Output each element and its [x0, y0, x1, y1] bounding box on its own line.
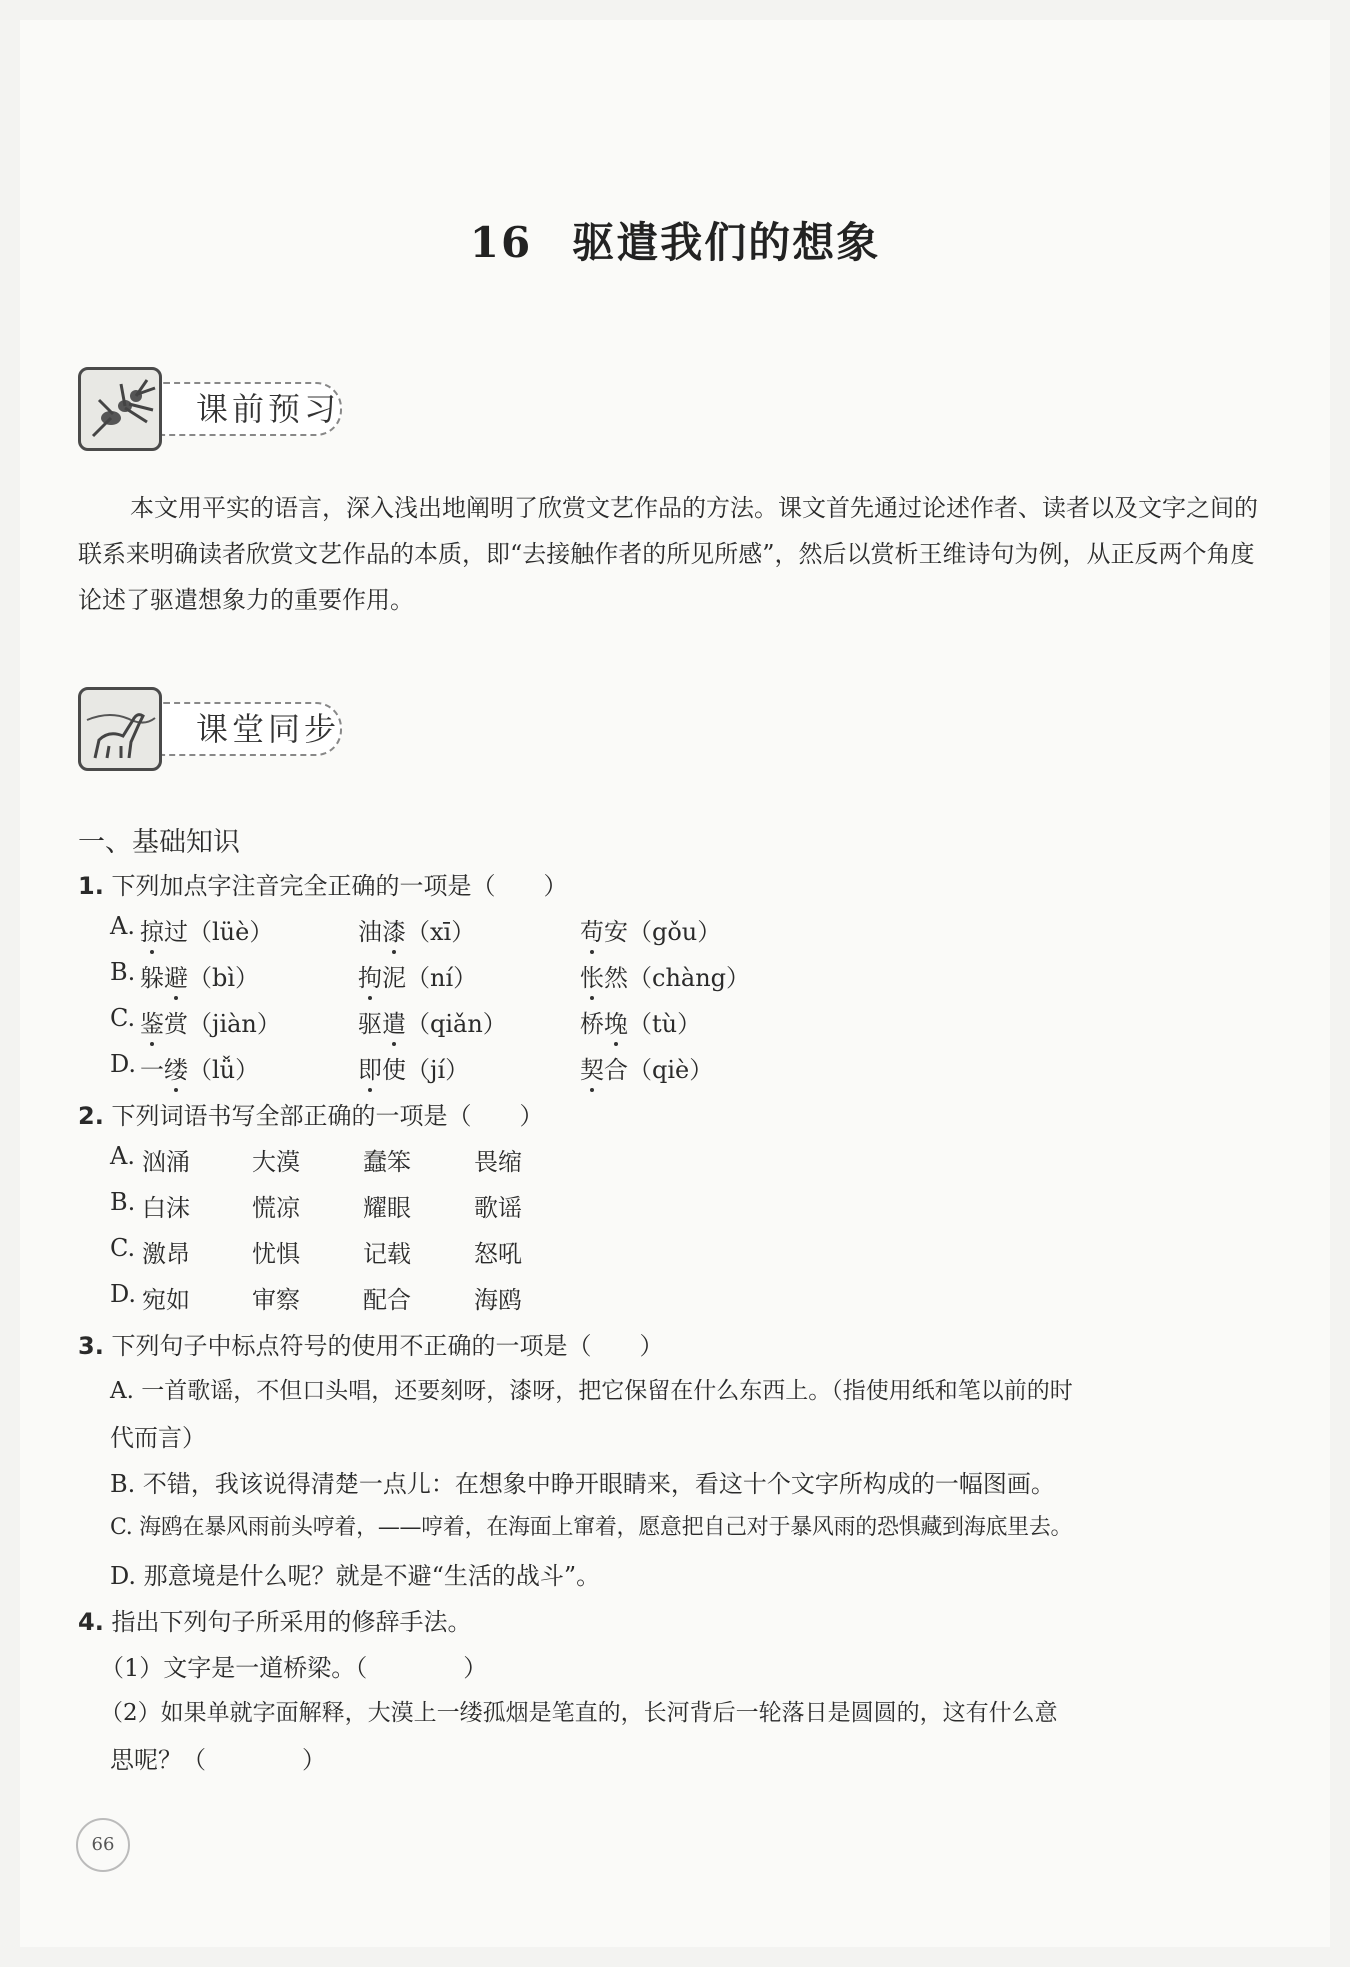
preview-section-header	[78, 362, 378, 472]
lesson-number: 16	[469, 218, 533, 267]
q2-option-a-label: A.	[110, 1142, 135, 1170]
page-number: 66	[76, 1818, 130, 1872]
ant-icon	[78, 367, 162, 451]
q4-sentence-1: （1）文字是一道桥梁。（ ）	[100, 1654, 488, 1682]
dinosaur-icon	[78, 687, 162, 771]
q2-option-d-word-1: 宛如	[142, 1286, 190, 1314]
q2-option-c-word-1: 激昂	[142, 1240, 190, 1268]
q1-option-c-item-3: 桥堍（tù）	[580, 1010, 702, 1038]
q3-option-a-continued: 代而言）	[110, 1424, 206, 1452]
question-4: 4. 指出下列句子所采用的修辞手法。	[78, 1608, 472, 1636]
q2-option-b-word-4: 歌谣	[474, 1194, 522, 1222]
classroom-section-header	[78, 682, 378, 792]
lesson-name: 驱遣我们的想象	[572, 218, 881, 267]
q1-option-d-item-2: 即使（jí）	[358, 1056, 470, 1084]
q1-option-a-label: A.	[110, 912, 135, 940]
q1-option-a-item-3: 苟安（gǒu）	[580, 918, 722, 946]
question-3: 3. 下列句子中标点符号的使用不正确的一项是（ ）	[78, 1332, 664, 1360]
q2-option-d-word-2: 审察	[252, 1286, 300, 1314]
q2-option-b-label: B.	[110, 1188, 136, 1216]
q1-option-a-item-2: 油漆（xī）	[358, 918, 476, 946]
q1-option-b-item-1: 躲避（bì）	[140, 964, 260, 992]
question-2: 2. 下列词语书写全部正确的一项是（ ）	[78, 1102, 544, 1130]
q2-option-c-word-2: 忧惧	[252, 1240, 300, 1268]
q2-option-b-word-1: 白沫	[142, 1194, 190, 1222]
q3-option-c: C. 海鸥在暴风雨前头哼着，——哼着，在海面上窜着，愿意把自己对于暴风雨的恐惧藏到海底里去。	[110, 1515, 1073, 1540]
question-1: 1. 下列加点字注音完全正确的一项是（ ）	[78, 872, 568, 900]
preview-paragraph: 本文用平实的语言，深入浅出地阐明了欣赏文艺作品的方法。课文首先通过论述作者、读者以及文字之间的联系来明确读者欣赏文艺作品的本质，即“去接触作者的所见所感”，然后以赏析王维诗句为例，从正反两个角度论述了驱遣想象力的重要作用。	[78, 494, 1258, 614]
q3-option-b: B. 不错，我该说得清楚一点儿：在想象中睁开眼睛来，看这十个文字所构成的一幅图画。	[110, 1470, 1055, 1498]
q2-option-c-word-3: 记载	[363, 1240, 411, 1268]
q1-option-d-item-3: 契合（qiè）	[580, 1056, 714, 1084]
q2-option-a-word-3: 蠢笨	[363, 1148, 411, 1176]
q4-sentence-2: （2）如果单就字面解释，大漠上一缕孤烟是笔直的，长河背后一轮落日是圆圆的，这有什么意	[100, 1700, 1058, 1726]
q2-option-b-word-2: 慌凉	[252, 1194, 300, 1222]
q2-option-a-word-4: 畏缩	[474, 1148, 522, 1176]
q1-option-b-label: B.	[110, 958, 136, 986]
q2-option-b-word-3: 耀眼	[363, 1194, 411, 1222]
q2-option-c-label: C.	[110, 1234, 136, 1262]
preview-heading: 课前预习	[196, 390, 341, 428]
q1-option-d-item-1: 一缕（lǚ）	[140, 1056, 260, 1084]
q2-option-c-word-4: 怒吼	[474, 1240, 522, 1268]
q4-sentence-2-continued: 思呢？（ ）	[110, 1746, 326, 1774]
q1-option-b-item-2: 拘泥（ní）	[358, 964, 478, 992]
q2-option-a-word-1: 汹涌	[142, 1148, 190, 1176]
q1-option-c-item-2: 驱遣（qiǎn）	[358, 1010, 507, 1038]
q2-option-d-word-3: 配合	[363, 1286, 411, 1314]
q3-option-a: A. 一首歌谣，不但口头唱，还要刻呀，漆呀，把它保留在什么东西上。（指使用纸和笔以前的时	[110, 1378, 1073, 1404]
section-basic-knowledge-heading: 一、基础知识	[78, 827, 240, 858]
lesson-title	[0, 210, 1350, 270]
q2-option-a-word-2: 大漠	[252, 1148, 300, 1176]
q1-option-a-item-1: 掠过（lüè）	[140, 918, 274, 946]
q2-option-d-label: D.	[110, 1280, 137, 1308]
q3-option-d: D. 那意境是什么呢？就是不避“生活的战斗”。	[110, 1562, 601, 1590]
q1-option-c-label: C.	[110, 1004, 136, 1032]
q1-option-c-item-1: 鉴赏（jiàn）	[140, 1010, 281, 1038]
q1-option-d-label: D.	[110, 1050, 137, 1078]
q2-option-d-word-4: 海鸥	[474, 1286, 522, 1314]
classroom-heading: 课堂同步	[196, 710, 341, 748]
q1-option-b-item-3: 怅然（chàng）	[580, 964, 751, 992]
